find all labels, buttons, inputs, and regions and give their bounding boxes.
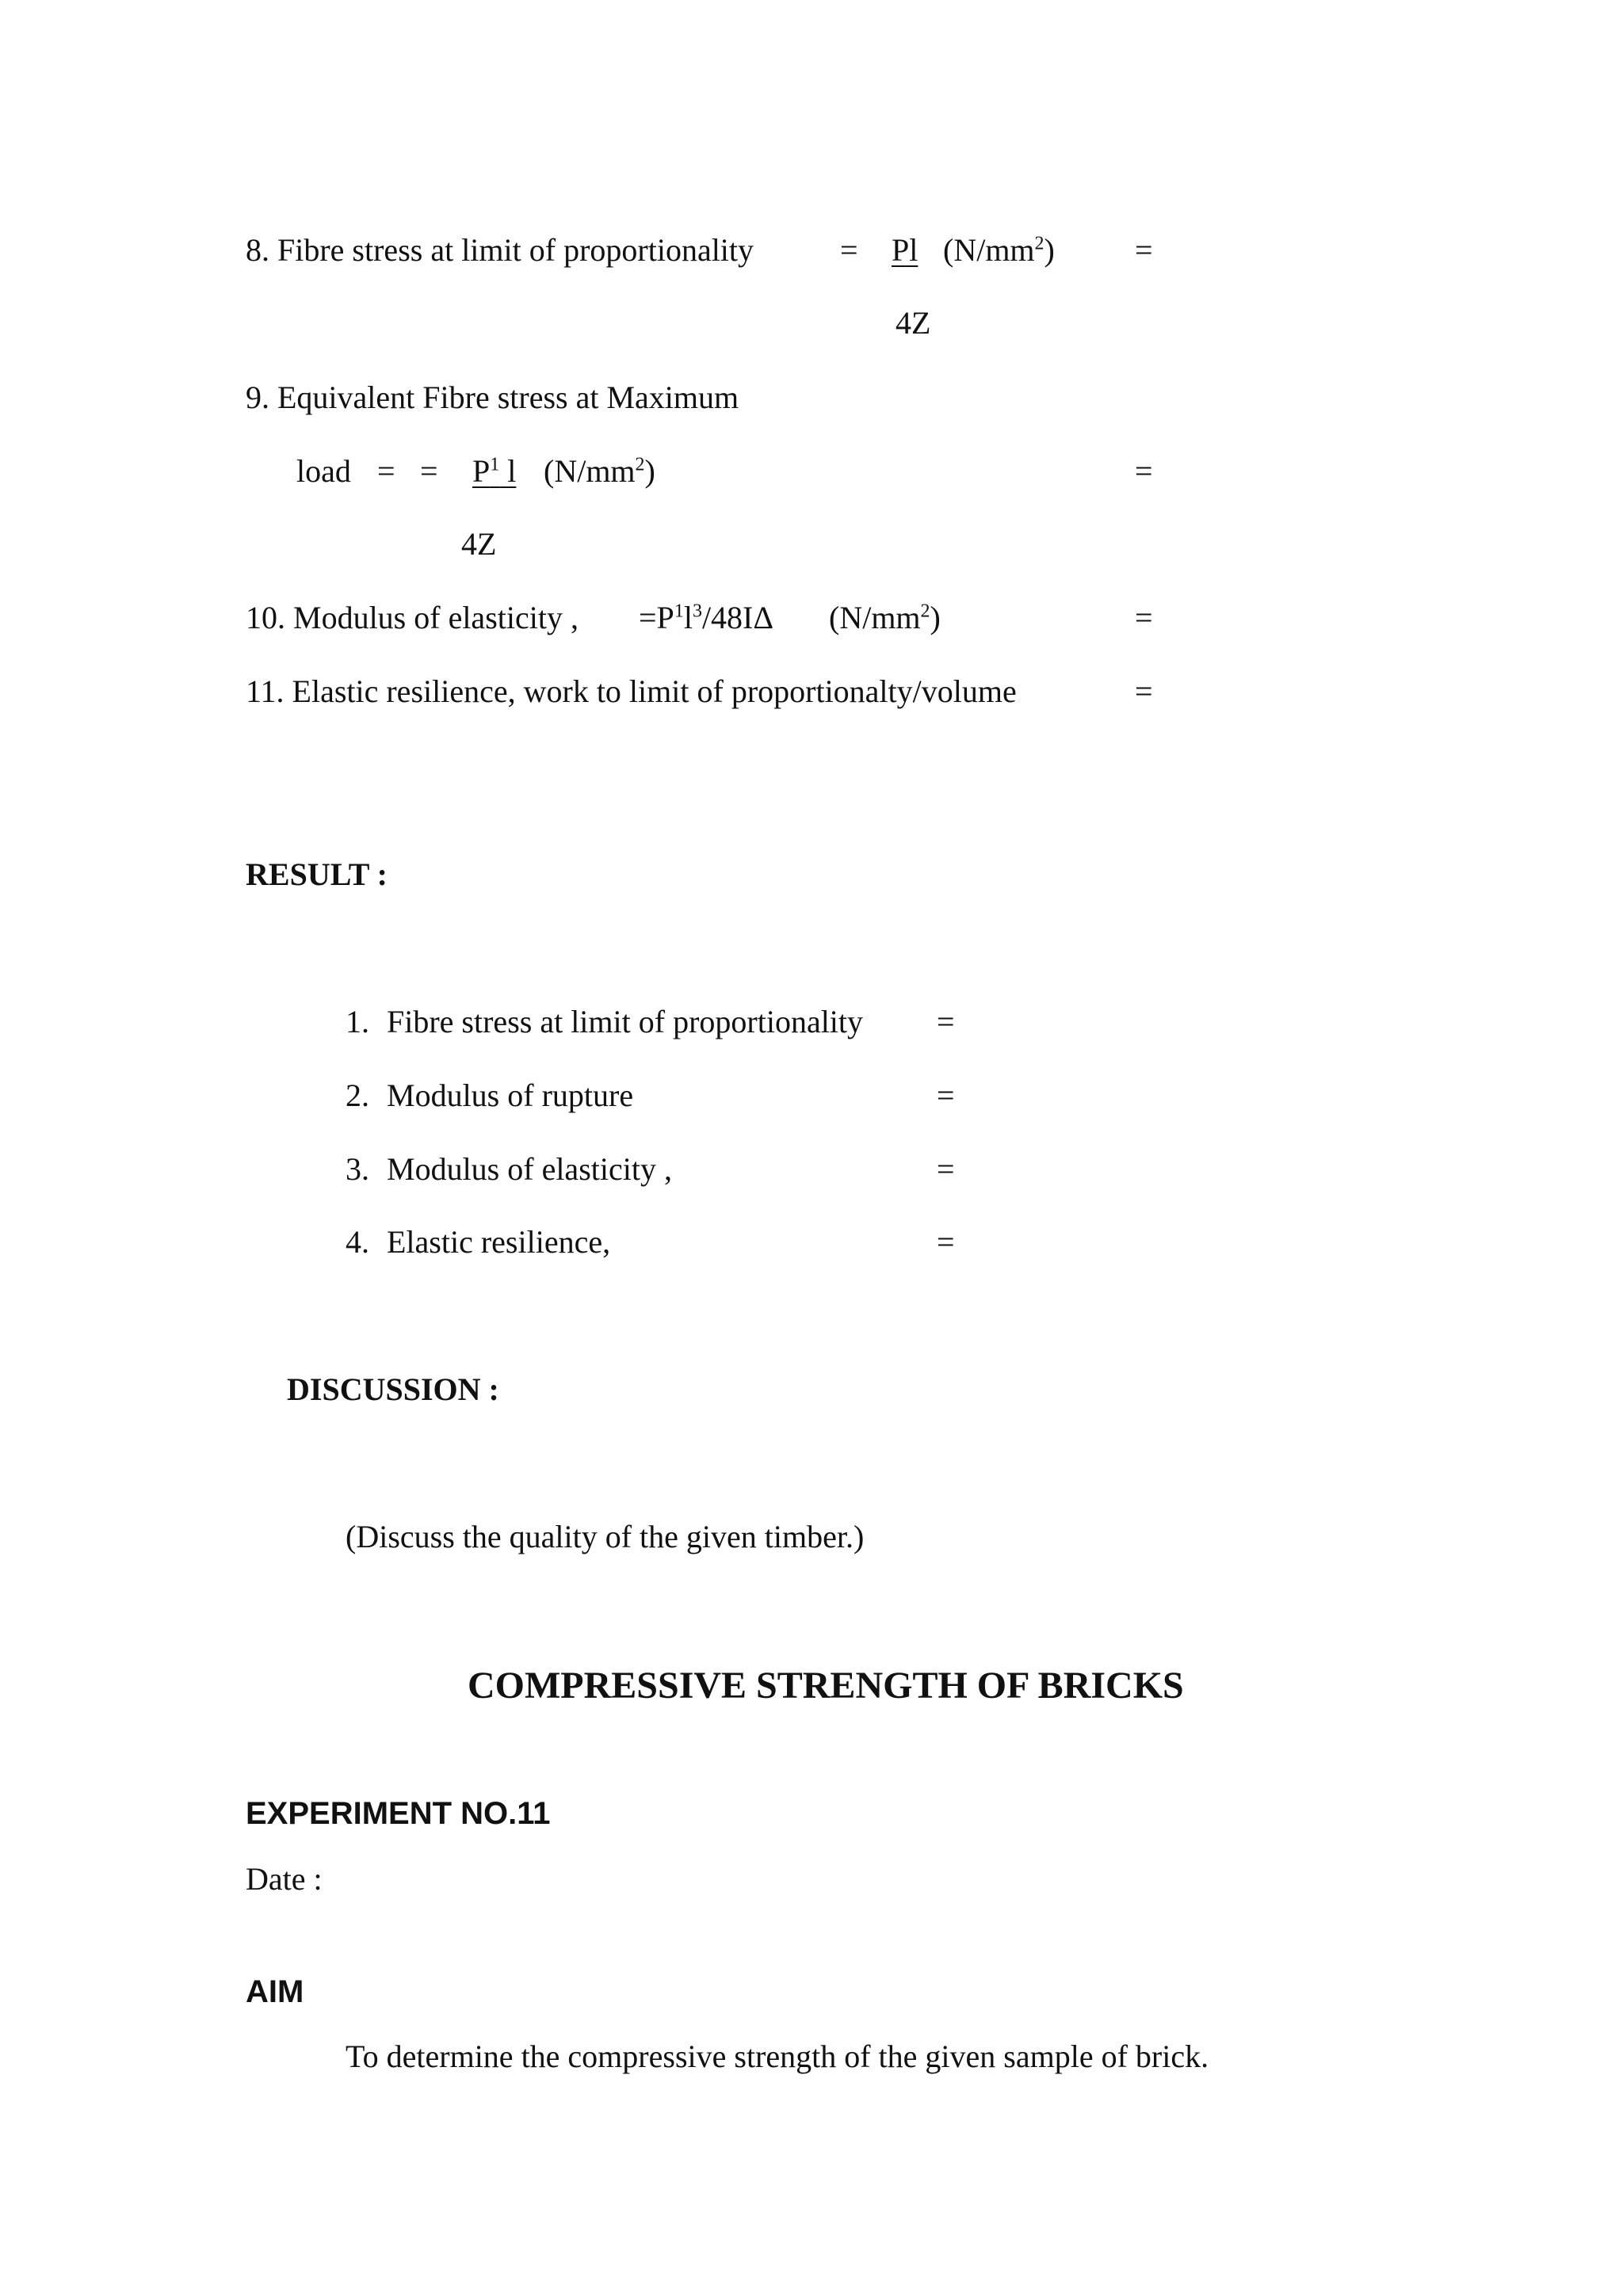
section-title: COMPRESSIVE STRENGTH OF BRICKS — [468, 1665, 1184, 1707]
result-item-equals: = — [937, 1004, 955, 1039]
formula-9-equals-1: = — [377, 453, 395, 489]
discussion-heading: DISCUSSION : — [287, 1371, 499, 1407]
result-item-number: 2. — [346, 1077, 369, 1113]
date-label: Date : — [246, 1861, 323, 1897]
result-item-number: 1. — [346, 1004, 369, 1039]
formula-9-denominator: 4Z — [461, 526, 497, 562]
formula-8-equals: = — [840, 232, 858, 268]
result-item-text: Elastic resilience, — [387, 1224, 611, 1260]
formula-9-result-equals: = — [1135, 453, 1153, 489]
formula-8-numerator: Pl — [892, 232, 918, 268]
formula-9-equals-2: = — [420, 453, 438, 489]
formula-8-denominator: 4Z — [896, 305, 931, 341]
result-item-text: Fibre stress at limit of proportionality — [387, 1004, 864, 1039]
aim-text: To determine the compressive strength of the given sample of brick. — [346, 2039, 1209, 2074]
formula-8-label: 8. Fibre stress at limit of proportionality — [246, 232, 754, 268]
formula-11-result-equals: = — [1135, 673, 1153, 709]
result-heading: RESULT : — [246, 856, 388, 892]
result-item-text: Modulus of rupture — [387, 1077, 634, 1113]
formula-11-label: 11. Elastic resilience, work to limit of proportionalty/volume — [246, 673, 1017, 709]
result-item-number: 3. — [346, 1151, 369, 1187]
experiment-number: EXPERIMENT NO.11 — [246, 1796, 551, 1831]
formula-9-numerator: $P^1$ l — [472, 453, 517, 489]
formula-10-unit: $(N/mm^2)$ — [829, 600, 941, 635]
formula-8-unit: $(N/mm^2)$ — [943, 232, 1055, 268]
result-item-number: 4. — [346, 1224, 369, 1260]
formula-9-unit: $(N/mm^2)$ — [544, 453, 655, 489]
formula-10-result-equals: = — [1135, 600, 1153, 635]
formula-10-expression: $=P^1l^3/48I\Delta$ — [639, 600, 774, 635]
formula-9-label: 9. Equivalent Fibre stress at Maximum — [246, 379, 739, 415]
aim-heading: AIM — [246, 1974, 304, 2009]
formula-10-label: 10. Modulus of elasticity , — [246, 600, 579, 635]
result-item-text: Modulus of elasticity , — [387, 1151, 672, 1187]
formula-8-result-equals: = — [1135, 232, 1153, 268]
result-item-equals: = — [937, 1077, 955, 1113]
result-item-equals: = — [937, 1224, 955, 1260]
formula-9-load: load — [296, 453, 351, 489]
result-item-equals: = — [937, 1151, 955, 1187]
discussion-text: (Discuss the quality of the given timber.) — [346, 1519, 865, 1554]
